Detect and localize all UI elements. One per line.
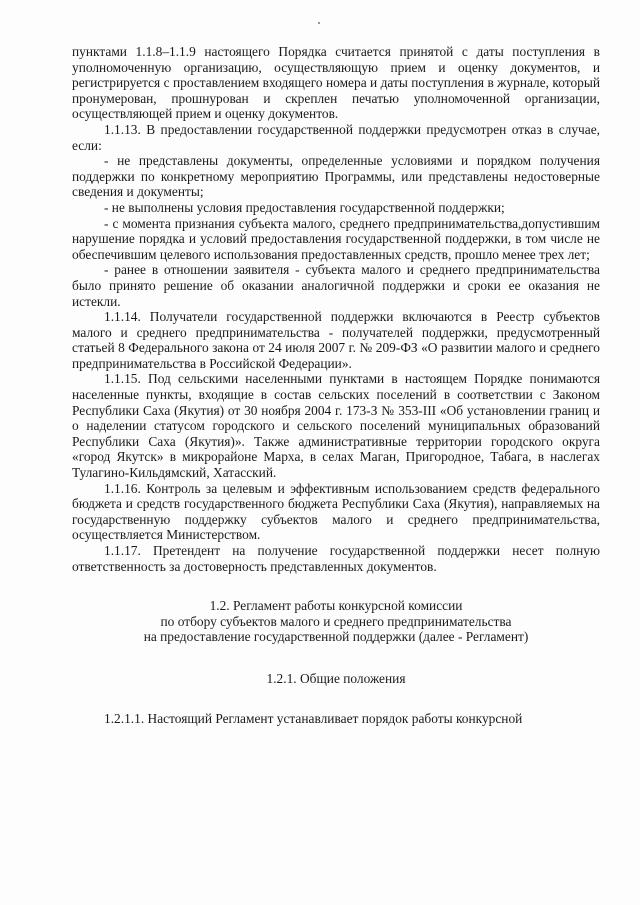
list-item-refusal-4: - ранее в отношении заявителя - субъекта малого и среднего предпринимательства было принято решение об оказании аналогичной поддержки и сроки ее оказания не истекли. xyxy=(72,262,600,309)
paragraph-1-1-17: 1.1.17. Претендент на получение государственной поддержки несет полную ответственность за достоверность представленных документов. xyxy=(72,543,600,574)
list-item-refusal-3: - с момента признания субъекта малого, среднего предпринимательства,допустившим нарушение порядка и условий предоставления государственной поддержки, в том числе не обеспечившим целевого использования предоставленных средств, прошло менее трех лет; xyxy=(72,215,600,262)
section-heading-line-2: по отбору субъектов малого и среднего предпринимательства xyxy=(160,613,512,629)
scan-mark xyxy=(318,22,320,24)
section-heading-line-1: 1.2. Регламент работы конкурсной комиссии xyxy=(209,598,463,614)
subsection-heading: 1.2.1. Общие положения xyxy=(266,670,406,686)
section-heading xyxy=(72,598,600,645)
paragraph-1-1-14: 1.1.14. Получатели государственной поддержки включаются в Реестр субъектов малого и среднего предпринимательства - получателей поддержки, предусмотренный статьей 8 Федерального закона от 24 июля 2007 г. № 209-ФЗ «О развитии малого и среднего предпринимательства в Российской Федерации». xyxy=(72,309,600,371)
paragraph-1-1-15: 1.1.15. Под сельскими населенными пунктами в настоящем Порядке понимаются населенные пункты, входящие в состав сельских поселений в соответствии с Законом Республики Саха (Якутия) от 30 ноября 2004 г. 173-З № 353-III «Об установлении границ и о наделении статусом городского и сельского поселений муниципальных образований Республики Саха (Якутия)». Также административные территории городского округа «город Якутск» в микрорайоне Марха, в селах Маган, Пригородное, Табага, в наслегах Тулагино-Кильдямский, Хатасский. xyxy=(72,371,600,481)
paragraph-1-2-1-1: 1.2.1.1. Настоящий Регламент устанавливает порядок работы конкурсной xyxy=(104,710,523,726)
paragraph-1-1-16: 1.1.16. Контроль за целевым и эффективным использованием средств федерального бюджета и средств государственного бюджета Республики Саха (Якутия), направляемых на государственную поддержку субъектов малого и среднего предпринимательства, осуществляется Министерством. xyxy=(72,480,600,543)
list-item-refusal-1: - не представлены документы, определенные условиями и порядком получения поддержки по конкретному мероприятию Программы, или представлены недостоверные сведения и документы; xyxy=(72,153,600,200)
paragraph-continuation: пунктами 1.1.8–1.1.9 настоящего Порядка считается принятой с даты поступления в уполномоченную организацию, осуществляющую прием и оценку документов, и регистрируется с проставлением входящего номера и даты поступления в журнале, который пронумерован, прошнурован и скреплен печатью уполномоченной организации, осуществляющей прием и оценку документов. xyxy=(72,44,600,122)
document-body xyxy=(72,44,600,726)
section-heading-line-3: на предоставление государственной поддержки (далее - Регламент) xyxy=(143,629,529,645)
paragraph-1-1-13: 1.1.13. В предоставлении государственной поддержки предусмотрен отказ в случае, если: xyxy=(72,121,600,153)
list-item-refusal-2: - не выполнены условия предоставления государственной поддержки; xyxy=(104,199,505,215)
